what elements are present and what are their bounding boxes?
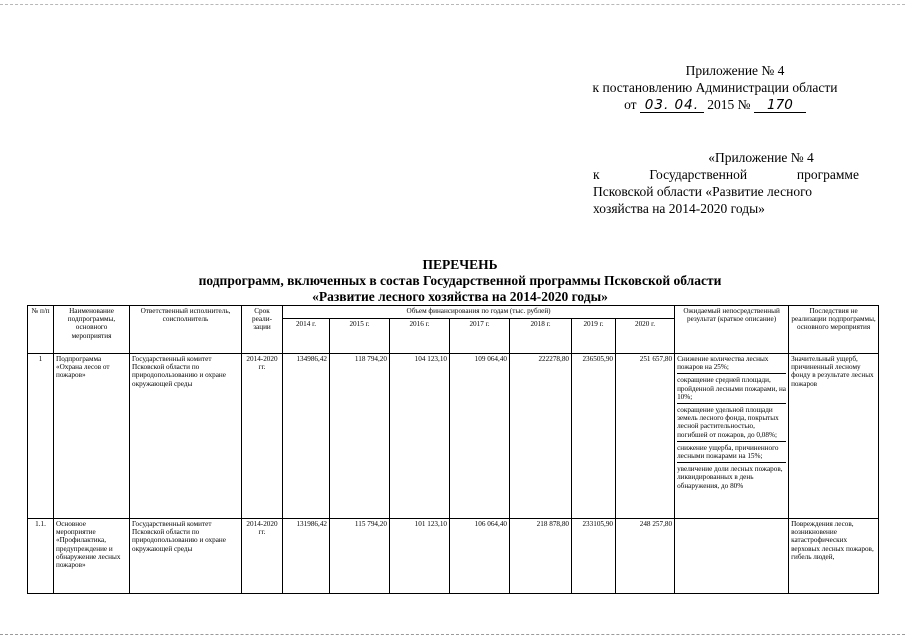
row-executor: Государственный комитет Псковской области по природопользованию и охране окружающей среды: [130, 354, 242, 519]
header-year: 2020 г.: [616, 319, 675, 354]
word-state: Государственной: [649, 167, 748, 182]
date-year: 2015 №: [707, 97, 751, 112]
row-name: Основное мероприятие «Профилактика, предупреждение и обнаружение лесных пожаров»: [54, 519, 130, 594]
program-appendix-line4: хозяйства на 2014-2020 годы»: [593, 201, 765, 216]
row-value: 115 794,20: [330, 519, 390, 594]
program-appendix-line2: [593, 166, 859, 183]
row-value: 248 257,80: [616, 519, 675, 594]
header-year: 2016 г.: [390, 319, 450, 354]
document-title: [100, 257, 820, 305]
header-name: Наименование подпрограммы, основного мероприятия: [54, 306, 130, 354]
table-row: [28, 354, 879, 519]
row-value: 101 123,10: [390, 519, 450, 594]
row-num: 1.1.: [28, 519, 54, 594]
appendix-block: [570, 62, 860, 113]
result-item: Снижение количества лесных пожаров на 25%;: [677, 355, 786, 374]
row-consequences: Значительный ущерб, причиненный лесному фонду в результате лесных пожаров: [789, 354, 879, 519]
header-executor: Ответственный исполнитель, соисполнитель: [130, 306, 242, 354]
appendix-title: Приложение № 4: [685, 63, 785, 78]
handwritten-number: 170: [754, 98, 806, 113]
scan-edge-top: [0, 4, 905, 5]
header-year: 2014 г.: [283, 319, 330, 354]
result-item: сокращение удельной площади земель лесного фонда, покрытых лесной растительностью, погибшей от пожаров, до 0,08%;: [677, 406, 786, 442]
header-funding: Объем финансирования по годам (тыс. рублей): [283, 306, 675, 319]
header-num: № п/п: [28, 306, 54, 354]
row-value: 222278,80: [510, 354, 572, 519]
row-value: 106 064,40: [450, 519, 510, 594]
word-program: программе: [796, 167, 859, 182]
row-executor: Государственный комитет Псковской области по природопользованию и охране окружающей среды: [130, 519, 242, 594]
subprograms-table: [27, 305, 879, 594]
header-year: 2019 г.: [572, 319, 616, 354]
row-results: [675, 354, 789, 519]
row-value: 118 794,20: [330, 354, 390, 519]
program-appendix-line3: Псковской области «Развитие лесного: [593, 184, 813, 199]
row-num: 1: [28, 354, 54, 519]
result-item: снижение ущерба, причиненного лесными пожарами на 15%;: [677, 444, 786, 463]
row-value: 104 123,10: [390, 354, 450, 519]
header-result: Ожидаемый непосредственный результат (краткое описание): [675, 306, 789, 354]
program-appendix-title: «Приложение № 4: [708, 150, 814, 165]
title-line3: «Развитие лесного хозяйства на 2014-2020 годы»: [312, 289, 608, 304]
program-appendix-block: [593, 149, 859, 217]
row-value: 109 064,40: [450, 354, 510, 519]
row-value: 233105,90: [572, 519, 616, 594]
header-consequences: Последствия не реализации подпрограммы, основного мероприятия: [789, 306, 879, 354]
header-term: Срок реали-зации: [242, 306, 283, 354]
word-k: к: [593, 167, 600, 182]
date-prefix: от: [624, 97, 637, 112]
title-line2: подпрограмм, включенных в состав Государственной программы Псковской области: [198, 273, 722, 288]
header-row: [28, 306, 879, 319]
row-consequences: Повреждения лесов, возникновение катастрофических верховых лесных пожаров, гибель людей,: [789, 519, 879, 594]
title-heading: ПЕРЕЧЕНЬ: [422, 257, 498, 272]
header-year: 2015 г.: [330, 319, 390, 354]
header-year: 2017 г.: [450, 319, 510, 354]
header-year: 2018 г.: [510, 319, 572, 354]
row-value: 251 657,80: [616, 354, 675, 519]
scan-edge-bottom: [0, 634, 905, 635]
appendix-date-line: [570, 96, 860, 113]
row-value: 131986,42: [283, 519, 330, 594]
result-item: увеличение доли лесных пожаров, ликвидированных в день обнаружения, до 80%: [677, 465, 783, 490]
table-row: [28, 519, 879, 594]
handwritten-date: 03. 04.: [640, 98, 704, 113]
row-term: 2014-2020 гг.: [242, 354, 283, 519]
row-name: Подпрограмма «Охрана лесов от пожаров»: [54, 354, 130, 519]
row-value: 236505,90: [572, 354, 616, 519]
row-value: 134986,42: [283, 354, 330, 519]
row-results: [675, 519, 789, 594]
row-term: 2014-2020 гг.: [242, 519, 283, 594]
row-value: 218 878,80: [510, 519, 572, 594]
appendix-decree: к постановлению Администрации области: [592, 80, 838, 95]
result-item: сокращение средней площади, пройденной лесными пожарами, на 10%;: [677, 376, 786, 404]
